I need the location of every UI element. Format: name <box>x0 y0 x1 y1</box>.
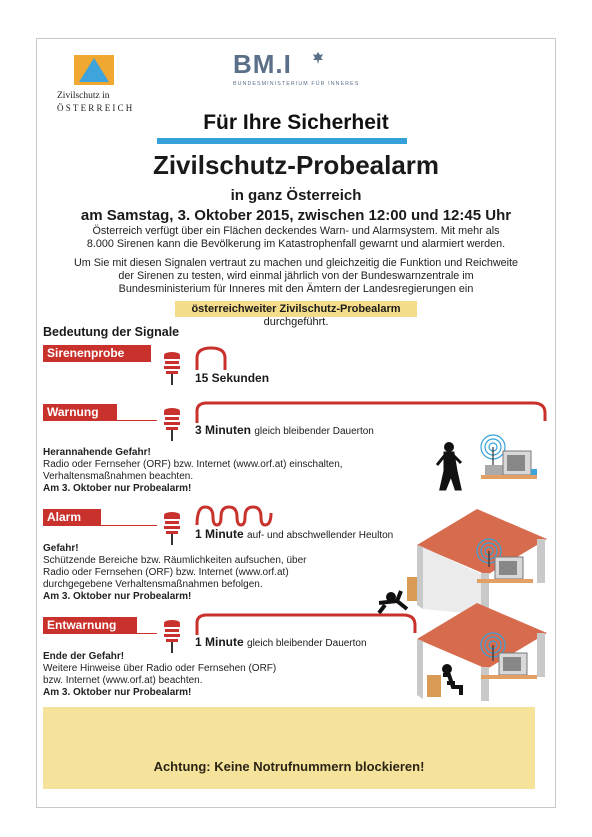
desc-line: Schützende Bereiche bzw. Räumlichkeiten aufsuchen, über <box>43 555 307 566</box>
intro-line: Österreich verfügt über ein Flächen deckendes Warn- und Alarmsystem. Mit mehr als <box>92 225 500 237</box>
siren-icon <box>161 407 183 443</box>
desc-line: Weitere Hinweise über Radio oder Fernsehen (ORF) <box>43 663 277 674</box>
desc-line: Verhaltensmaßnahmen beachten. <box>43 471 194 482</box>
page-title: Zivilschutz-Probealarm <box>152 150 440 180</box>
zivilschutz-text: Zivilschutz in <box>57 91 110 101</box>
duration-number: 3 Minuten <box>195 423 251 437</box>
desc-heading: Gefahr! <box>43 543 79 554</box>
duration-warnung <box>195 423 374 437</box>
bmi-logo-text: BM.I <box>233 49 292 79</box>
siren-icon <box>161 511 183 547</box>
siren-icon <box>161 351 183 387</box>
wave-alternating-icon <box>193 501 275 529</box>
duration-alarm <box>195 527 393 541</box>
desc-heading: Herannahende Gefahr! <box>43 447 151 458</box>
duration-number: 1 Minute <box>195 635 244 649</box>
intro-line: Bundesministerium für Inneres mit den Ämtern der Landesregierungen ein <box>118 283 474 295</box>
date-text: am Samstag, 3. Oktober 2015, zwischen 12:00 und 12:45 Uhr <box>80 207 512 224</box>
bmi-subtitle: BUNDESMINISTERIUM FÜR INNERES <box>233 81 360 87</box>
poster <box>36 38 556 808</box>
desc-note: Am 3. Oktober nur Probealarm! <box>43 687 192 698</box>
duration-text: auf- und abschwellender Heulton <box>247 530 394 541</box>
siren-icon <box>161 619 183 655</box>
desc-line: Radio oder Fernsehen (ORF) bzw. Internet (www.orf.at) <box>43 567 289 578</box>
triangle-icon <box>74 55 114 85</box>
eagle-icon <box>312 51 324 65</box>
desc-warnung <box>43 447 383 495</box>
zivilschutz-logo <box>74 55 114 85</box>
wave-long-icon <box>193 399 549 425</box>
desc-line: Radio oder Fernseher (ORF) bzw. Internet (www.orf.at) einschalten, <box>43 459 343 470</box>
tag-line <box>117 420 157 421</box>
wave-short-icon <box>193 344 229 372</box>
person-tv-illustration <box>431 429 551 499</box>
duration-text: gleich bleibender Dauerton <box>254 426 374 437</box>
scope-text: in ganz Österreich <box>230 187 362 204</box>
tag-line <box>137 633 157 634</box>
duration-number: 1 Minute <box>195 527 244 541</box>
closing-text: durchgeführt. <box>263 316 329 328</box>
intro-paragraph-1 <box>47 225 545 251</box>
headline: Für Ihre Sicherheit <box>203 111 389 134</box>
desc-note: Am 3. Oktober nur Probealarm! <box>43 483 192 494</box>
intro-paragraph-2 <box>47 257 545 296</box>
desc-note: Am 3. Oktober nur Probealarm! <box>43 591 192 602</box>
signals-heading: Bedeutung der Signale <box>43 325 180 339</box>
intro-line: der Sirenen zu testen, wird einmal jährlich von der Bundeswarnzentrale im <box>118 270 474 282</box>
desc-alarm <box>43 543 343 603</box>
wave-medium-icon <box>193 611 419 637</box>
duration-entwarnung <box>195 635 367 649</box>
desc-line: durchgegebene Verhaltensmaßnahmen befolgen. <box>43 579 263 590</box>
desc-line: bzw. Internet (www.orf.at) beachten. <box>43 675 203 686</box>
tag-line <box>101 525 157 526</box>
duration-text: gleich bleibender Dauerton <box>247 638 367 649</box>
desc-entwarnung <box>43 651 343 699</box>
desc-heading: Ende der Gefahr! <box>43 651 125 662</box>
footer-box <box>43 707 535 789</box>
zivilschutz-country: ÖSTERREICH <box>57 103 135 113</box>
highlight-box: österreichweiter Zivilschutz-Probealarm <box>175 301 417 317</box>
intro-line: Um Sie mit diesen Signalen vertraut zu machen und gleichzeitig die Funktion und Reichweite <box>73 257 519 269</box>
footer-warning: Achtung: Keine Notrufnummern blockieren! <box>153 759 425 774</box>
tag-entwarnung: Entwarnung <box>43 617 137 634</box>
tag-warnung: Warnung <box>43 404 117 421</box>
tag-alarm: Alarm <box>43 509 101 526</box>
tag-sirenenprobe: Sirenenprobe <box>43 345 151 362</box>
blue-divider <box>157 138 407 144</box>
intro-line: 8.000 Sirenen kann die Bevölkerung im Katastrophenfall gewarnt und alarmiert werden. <box>86 238 506 250</box>
house-sitting-illustration <box>407 599 551 703</box>
duration-sirenenprobe: 15 Sekunden <box>195 371 270 385</box>
